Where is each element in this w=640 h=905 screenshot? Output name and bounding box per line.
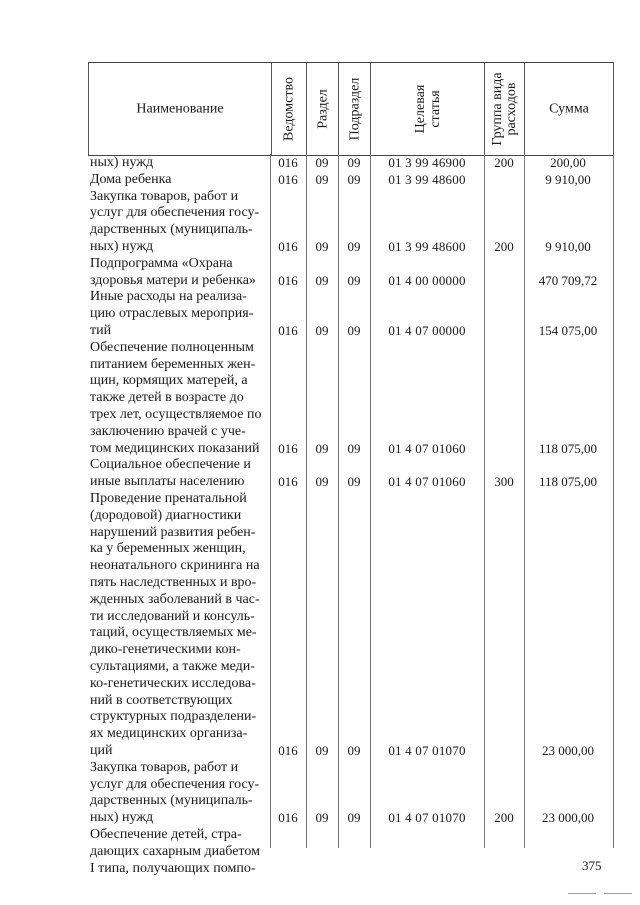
header-name: Наименование — [136, 101, 224, 117]
row-ved: 016 — [278, 238, 298, 254]
row-name-line: ций — [90, 742, 113, 758]
row-name-line: дарственных (муниципаль- — [90, 222, 253, 238]
row-ved: 016 — [278, 743, 298, 758]
row-name — [90, 172, 268, 189]
table-row — [88, 827, 614, 877]
header-podrazdel: Подраздел — [347, 77, 362, 141]
row-name-line: услуг для обеспечения госу- — [90, 205, 260, 221]
table-row — [88, 491, 614, 760]
row-name-line: ний в соответствующих — [90, 692, 233, 708]
row-name-line: (дородовой) диагностики — [90, 507, 242, 523]
row-name-line: Дома ребенка — [90, 171, 172, 187]
table-row — [88, 760, 614, 827]
row-name — [90, 491, 268, 760]
row-podrazdel: 09 — [347, 322, 361, 338]
row-podrazdel: 09 — [347, 810, 361, 826]
row-celevaya: 01 4 07 01070 — [388, 743, 466, 758]
row-name — [90, 155, 268, 172]
row-celevaya: 01 4 00 00000 — [388, 272, 466, 288]
row-razdel: 09 — [315, 743, 329, 758]
row-celevaya: 01 3 99 48600 — [388, 171, 466, 187]
header-summa-cell — [525, 63, 614, 155]
row-gruppa: 300 — [494, 474, 514, 490]
footer-rule — [604, 893, 632, 894]
table-row — [88, 172, 614, 189]
table-row — [88, 189, 614, 256]
table-row — [88, 457, 614, 491]
row-razdel: 09 — [315, 155, 329, 170]
header-podrazdel-cell — [339, 63, 371, 155]
row-name-line: жденных заболеваний в час- — [90, 591, 260, 607]
header-summa: Сумма — [549, 101, 589, 117]
row-ved: 016 — [278, 474, 298, 490]
row-name-line: дико-генетическими кон- — [90, 642, 241, 658]
row-podrazdel: 09 — [347, 440, 361, 456]
row-name — [90, 760, 268, 827]
row-celevaya: 01 4 07 01060 — [388, 440, 466, 456]
row-razdel: 09 — [315, 474, 329, 490]
header-ved: Ведомство — [281, 77, 296, 141]
row-name-line: Иные расходы на реализа- — [90, 289, 247, 305]
row-name-line: трех лет, осуществляемое по — [90, 406, 262, 422]
row-razdel: 09 — [315, 171, 329, 187]
row-ved: 016 — [278, 272, 298, 288]
row-name-line: иные выплаты населению — [90, 474, 245, 490]
row-name-line: I типа, получающих помпо- — [90, 860, 256, 876]
row-name-line: Обеспечение полноценным — [90, 339, 254, 355]
row-gruppa: 200 — [494, 810, 514, 826]
row-name-line: ка у беременных женщин, — [90, 541, 246, 557]
row-celevaya: 01 3 99 48600 — [388, 238, 466, 254]
row-ved: 016 — [278, 171, 298, 187]
row-podrazdel: 09 — [347, 238, 361, 254]
row-gruppa: 200 — [494, 155, 514, 170]
row-name — [90, 827, 268, 877]
row-celevaya: 01 3 99 46900 — [388, 155, 466, 170]
row-podrazdel: 09 — [347, 272, 361, 288]
row-name-line: ных) нужд — [90, 810, 154, 826]
row-name-line: щин, кормящих матерей, а — [90, 373, 248, 389]
row-razdel: 09 — [315, 810, 329, 826]
header-name-cell — [88, 63, 272, 155]
header-ved-cell — [271, 63, 307, 155]
row-summa: 118 075,00 — [538, 474, 598, 490]
row-name — [90, 340, 268, 458]
row-name-line: неонатального скрининга на — [90, 558, 260, 574]
row-name-line: Проведение пренатальной — [90, 491, 247, 506]
row-summa: 154 075,00 — [538, 322, 598, 338]
row-name-line: структурных подразделени- — [90, 709, 257, 725]
row-celevaya: 01 4 07 00000 — [388, 322, 466, 338]
row-podrazdel: 09 — [347, 155, 361, 170]
row-name-line: таций, осуществляемых ме- — [90, 625, 257, 641]
row-podrazdel: 09 — [347, 171, 361, 187]
row-name-line: Подпрограмма «Охрана — [90, 255, 233, 271]
header-gruppa: Группа вида расходов — [489, 72, 519, 146]
row-razdel: 09 — [315, 440, 329, 456]
row-ved: 016 — [278, 155, 298, 170]
header-razdel-cell — [307, 63, 339, 155]
row-name-line: ных) нужд — [90, 155, 154, 170]
row-name-line: ти исследований и консуль- — [90, 608, 255, 624]
table-row — [88, 155, 614, 172]
row-name-line: Закупка товаров, работ и — [90, 188, 239, 204]
footer-rule — [568, 893, 596, 894]
row-summa: 9 910,00 — [545, 171, 591, 187]
row-summa: 23 000,00 — [542, 743, 594, 758]
page-number: 375 — [582, 858, 602, 873]
row-name-line: ко-генетических исследова- — [90, 675, 256, 691]
row-name — [90, 457, 268, 491]
row-name — [90, 189, 268, 256]
header-gruppa-cell — [485, 63, 525, 155]
row-name-line: услуг для обеспечения госу- — [90, 776, 260, 792]
row-name-line: Социальное обеспечение и — [90, 457, 251, 473]
row-name-line: также детей в возрасте до — [90, 390, 244, 406]
row-celevaya: 01 4 07 01060 — [388, 474, 466, 490]
row-celevaya: 01 4 07 01070 — [388, 810, 466, 826]
row-name — [90, 289, 268, 339]
row-name — [90, 256, 268, 290]
row-name-line: сультациями, а также меди- — [90, 658, 255, 674]
row-razdel: 09 — [315, 272, 329, 288]
row-ved: 016 — [278, 322, 298, 338]
row-name-line: дарственных (муниципаль- — [90, 793, 253, 809]
header-razdel: Раздел — [315, 89, 330, 129]
row-name-line: Обеспечение детей, стра- — [90, 827, 242, 842]
header-celevaya-cell — [371, 63, 485, 155]
table-row — [88, 256, 614, 290]
table-row — [88, 289, 614, 339]
row-name-line: питанием беременных жен- — [90, 356, 256, 372]
row-summa: 118 075,00 — [538, 440, 598, 456]
row-summa: 23 000,00 — [542, 810, 594, 826]
row-name-line: ях медицинских организа- — [90, 726, 248, 742]
header-celevaya: Целевая статья — [412, 84, 443, 134]
row-name-line: нарушений развития ребен- — [90, 524, 256, 540]
row-razdel: 09 — [315, 322, 329, 338]
row-summa: 200,00 — [550, 155, 586, 170]
row-name-line: заключению врачей с уче- — [90, 423, 246, 439]
row-razdel: 09 — [315, 238, 329, 254]
row-name-line: пять наследственных и вро- — [90, 574, 257, 590]
row-name-line: тий — [90, 322, 112, 338]
row-ved: 016 — [278, 440, 298, 456]
row-ved: 016 — [278, 810, 298, 826]
row-name-line: дающих сахарным диабетом — [90, 843, 260, 859]
row-name-line: цию отраслевых мероприя- — [90, 306, 254, 322]
row-summa: 9 910,00 — [545, 238, 591, 254]
table-header — [88, 62, 614, 156]
row-gruppa: 200 — [494, 238, 514, 254]
row-name-line: ных) нужд — [90, 238, 154, 254]
row-podrazdel: 09 — [347, 474, 361, 490]
table-row — [88, 340, 614, 458]
row-podrazdel: 09 — [347, 743, 361, 758]
row-name-line: том медицинских показаний — [90, 440, 260, 456]
row-name-line: Закупка товаров, работ и — [90, 759, 239, 775]
row-name-line: здоровья матери и ребенка» — [90, 272, 256, 288]
row-summa: 470 709,72 — [538, 272, 598, 288]
